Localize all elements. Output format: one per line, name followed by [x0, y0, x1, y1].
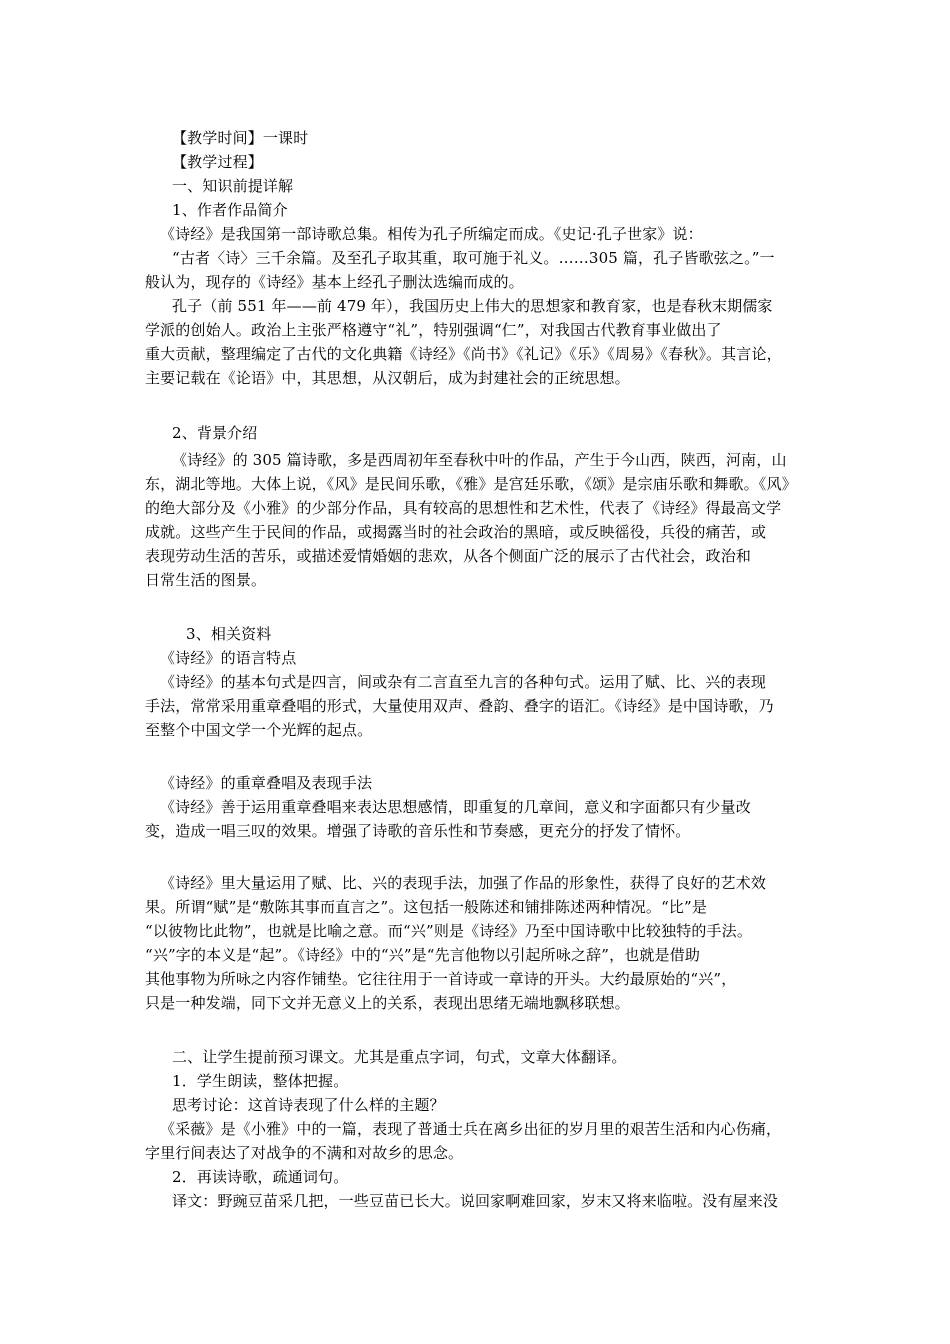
paragraph-line: 般认为，现存的《诗经》基本上经孔子删汰选编而成的。 [145, 273, 524, 291]
paragraph-line: 重大贡献，整理编定了古代的文化典籍《诗经》《尚书》《礼记》《乐》《周易》《春秋》。其言论， [145, 345, 782, 363]
paragraph-line: 《诗经》善于运用重章叠唱来表达思想感情，即重复的几章间，意义和字面都只有少量改 [160, 798, 751, 816]
subsection-materials-heading: 3、相关资料 [186, 625, 272, 643]
paragraph-line: 其他事物为所咏之内容作铺垫。它往往用于一首诗或一章诗的开头。大约最原始的“兴”， [145, 970, 737, 988]
paragraph-line: 字里行间表达了对战争的不满和对故乡的思念。 [145, 1144, 464, 1162]
paragraph-line: 《诗经》里大量运用了赋、比、兴的表现手法，加强了作品的形象性，获得了良好的艺术效 [160, 874, 767, 892]
paragraph-line: 变，造成一唱三叹的效果。增强了诗歌的音乐性和节奏感，更充分的抒发了情怀。 [145, 822, 691, 840]
paragraph-line: 《诗经》的基本句式是四言，间或杂有二言直至九言的各种句式。运用了赋、比、兴的表现 [160, 673, 767, 691]
paragraph-line: 只是一种发端，同下文并无意义上的关系，表现出思绪无端地飘移联想。 [145, 994, 630, 1012]
paragraph-line: “以彼物比此物”，也就是比喻之意。而“兴”则是《诗经》乃至中国诗歌中比较独特的手法。 [145, 922, 752, 940]
paragraph-line: 东，湖北等地。大体上说，《风》是民间乐歌，《雅》是宫廷乐歌，《颂》是宗庙乐歌和舞歌。《风》 [145, 475, 797, 493]
topic-heading: 《诗经》的重章叠唱及表现手法 [160, 774, 373, 792]
step-one-line: 1．学生朗读，整体把握。 [172, 1072, 349, 1090]
paragraph-line: 主要记载在《论语》中，其思想，从汉朝后，成为封建社会的正统思想。 [145, 369, 630, 387]
paragraph-line: 孔子（前 551 年——前 479 年），我国历史上伟大的思想家和教育家，也是春秋末期儒家 [172, 297, 773, 315]
teaching-process-heading: 【教学过程】 [172, 153, 263, 171]
topic-heading: 《诗经》的语言特点 [160, 649, 297, 667]
subsection-background-heading: 2、背景介绍 [172, 424, 258, 442]
section-two-heading: 二、让学生提前预习课文。尤其是重点字词，句式，文章大体翻译。 [172, 1048, 627, 1066]
discussion-question: 思考讨论：这首诗表现了什么样的主题？ [172, 1096, 445, 1114]
paragraph-line: 成就。这些产生于民间的作品，或揭露当时的社会政治的黑暗，或反映徭役，兵役的痛苦，或 [145, 523, 767, 541]
translation-line: 译文：野豌豆苗采几把，一些豆苗已长大。说回家啊难回家，岁末又将来临啦。没有屋来没 [172, 1192, 779, 1210]
paragraph-line: 学派的创始人。政治上主张严格遵守“礼”，特别强调“仁”，对我国古代教育事业做出了 [145, 321, 722, 339]
paragraph-line: 至整个中国文学一个光辉的起点。 [145, 721, 373, 739]
paragraph-line: 日常生活的图景。 [145, 571, 267, 589]
paragraph-line: 果。所谓“赋”是“敷陈其事而直言之”。这包括一般陈述和铺排陈述两种情况。“比”是 [145, 898, 708, 916]
paragraph-line: “古者〈诗〉三千余篇。及至孔子取其重，取可施于礼义。……305 篇，孔子皆歌弦之。”一 [172, 249, 775, 267]
section-one-heading: 一、知识前提详解 [172, 177, 294, 195]
paragraph-line: 的绝大部分及《小雅》的少部分作品，具有较高的思想性和艺术性，代表了《诗经》得最高文学 [145, 499, 782, 517]
paragraph-line: 《诗经》的 305 篇诗歌，多是西周初年至春秋中叶的作品，产生于今山西，陕西，河南，山 [172, 451, 787, 469]
paragraph-line: 《诗经》是我国第一部诗歌总集。相传为孔子所编定而成。《史记·孔子世家》说： [160, 225, 703, 243]
paragraph-line: “兴”字的本义是“起”。《诗经》中的“兴”是“先言他物以引起所咏之辞”，也就是借助 [145, 946, 701, 964]
step-two-line: 2．再读诗歌，疏通词句。 [172, 1168, 349, 1186]
teaching-time-line: 【教学时间】一课时 [172, 129, 309, 147]
paragraph-line: 《采薇》是《小雅》中的一篇，表现了普通士兵在离乡出征的岁月里的艰苦生活和内心伤痛， [160, 1120, 782, 1138]
paragraph-line: 手法，常常采用重章叠唱的形式，大量使用双声、叠韵、叠字的语汇。《诗经》是中国诗歌，乃 [145, 697, 774, 715]
subsection-author-heading: 1、作者作品简介 [172, 201, 288, 219]
paragraph-line: 表现劳动生活的苦乐，或描述爱情婚姻的悲欢，从各个侧面广泛的展示了古代社会，政治和 [145, 547, 752, 565]
